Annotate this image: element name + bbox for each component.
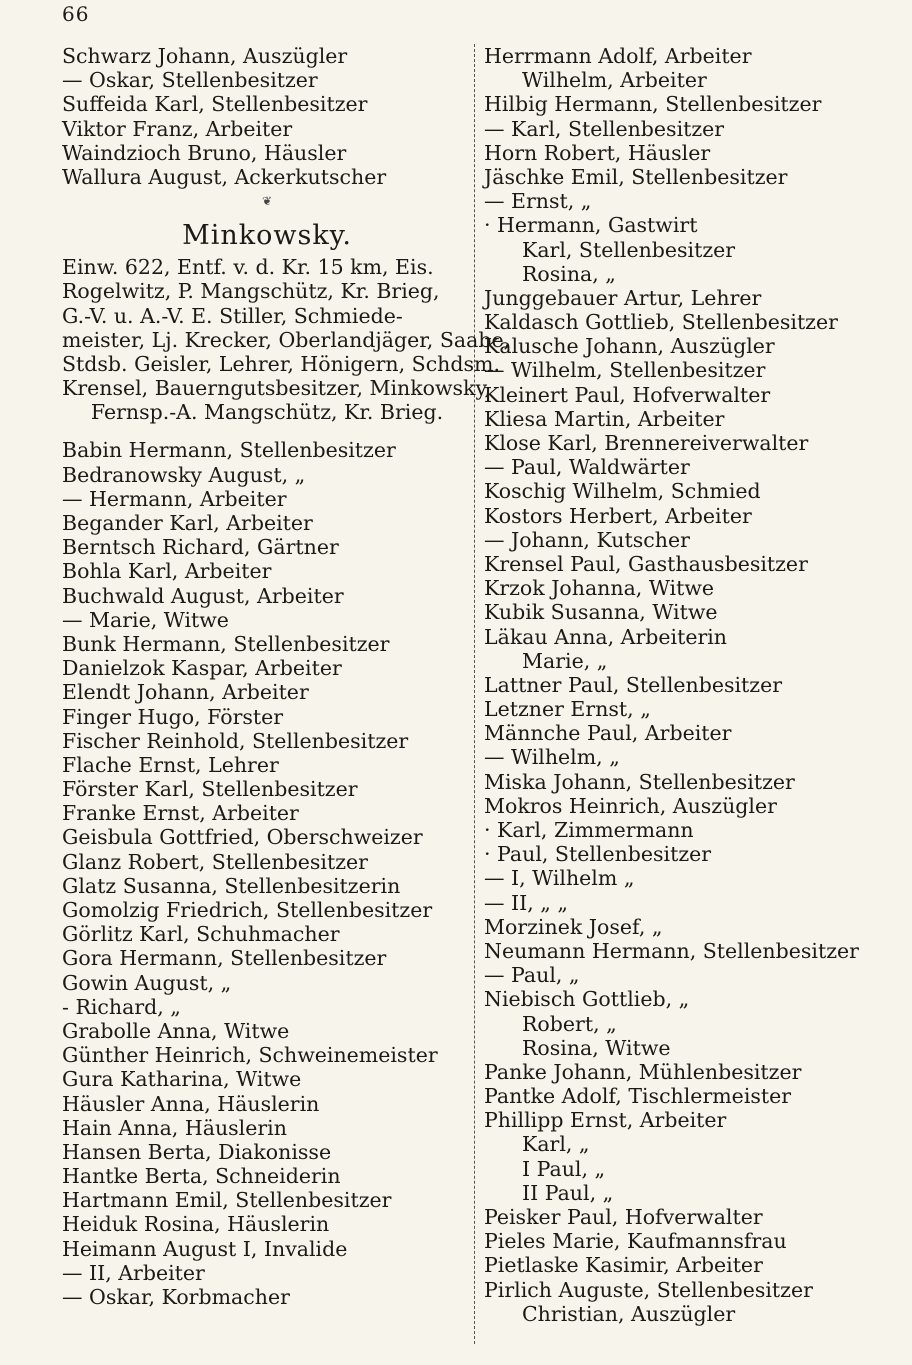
directory-entry: Gowin August, „ <box>62 970 232 995</box>
directory-entry: — Johann, Kutscher <box>484 527 690 552</box>
directory-entry: Schwarz Johann, Auszügler <box>62 44 348 68</box>
directory-entry: Bohla Karl, Arbeiter <box>62 559 272 584</box>
directory-entry: Grabolle Anna, Witwe <box>62 1018 290 1043</box>
directory-entry: Karl, Stellenbesitzer <box>522 237 736 262</box>
directory-entry: — Marie, Witwe <box>62 607 229 632</box>
directory-entry: Flache Ernst, Lehrer <box>62 752 279 777</box>
directory-entry: — Paul, Waldwärter <box>484 455 690 480</box>
directory-entry: — Wilhelm, Stellenbesitzer <box>484 358 766 383</box>
directory-entry: Begander Karl, Arbeiter <box>62 511 313 535</box>
directory-entry: Rosina, „ <box>522 261 616 286</box>
directory-entry: — II, Arbeiter <box>62 1260 205 1285</box>
directory-entry: Günther Heinrich, Schweinemeister <box>62 1043 438 1068</box>
directory-entry: Hartmann Emil, Stellenbesitzer <box>62 1188 392 1213</box>
directory-entry: · Hermann, Gastwirt <box>484 213 698 238</box>
directory-entry: Hilbig Hermann, Stellenbesitzer <box>484 92 822 117</box>
directory-entry: · Paul, Stellenbesitzer <box>484 842 712 867</box>
directory-entry: Klose Karl, Brennereiverwalter <box>484 431 809 455</box>
directory-entry: Koschig Wilhelm, Schmied <box>484 479 761 504</box>
directory-entry: Krensel Paul, Gasthausbesitzer <box>484 551 808 576</box>
directory-entry: Herrmann Adolf, Arbeiter <box>484 44 752 68</box>
directory-entry: Letzner Ernst, „ <box>484 697 651 722</box>
directory-entry: Miska Johann, Stellenbesitzer <box>484 769 795 794</box>
directory-entry: — Paul, „ <box>484 963 580 988</box>
directory-entry: Kaldasch Gottlieb, Stellenbesitzer <box>484 310 838 335</box>
page-number: 66 <box>62 2 90 26</box>
directory-entry: · Karl, Zimmermann <box>484 818 694 842</box>
directory-entry: — Hermann, Arbeiter <box>62 486 287 511</box>
directory-entry: Babin Hermann, Stellenbesitzer <box>62 438 396 463</box>
directory-entry: — II, „ „ <box>484 890 569 915</box>
directory-entry: Geisbula Gottfried, Oberschweizer <box>62 825 423 850</box>
place-info-line: meister, Lj. Krecker, Oberlandjäger, Saabe, <box>62 327 511 352</box>
directory-entry: Krzok Johanna, Witwe <box>484 576 715 601</box>
directory-entry: Kleinert Paul, Hofverwalter <box>484 382 771 407</box>
directory-entry: Görlitz Karl, Schuhmacher <box>62 922 340 947</box>
directory-entry: Waindzioch Bruno, Häusler <box>62 140 347 165</box>
section-separator-ornament: ❦ <box>261 194 273 209</box>
place-info-line: G.-V. u. A.-V. E. Stiller, Schmiede- <box>62 303 403 328</box>
directory-entry: Glatz Susanna, Stellenbesitzerin <box>62 873 401 898</box>
directory-entry: Panke Johann, Mühlenbesitzer <box>484 1059 802 1084</box>
directory-entry: Viktor Franz, Arbeiter <box>62 116 293 141</box>
directory-entry: Gura Katharina, Witwe <box>62 1067 302 1092</box>
directory-entry: Kubik Susanna, Witwe <box>484 600 718 625</box>
directory-entry: Junggebauer Artur, Lehrer <box>484 285 762 310</box>
directory-entry: Kliesa Martin, Arbeiter <box>484 406 725 431</box>
place-info-line: Rogelwitz, P. Mangschütz, Kr. Brieg, <box>62 279 440 304</box>
directory-entry: Fischer Reinhold, Stellenbesitzer <box>62 728 409 753</box>
directory-entry: Pirlich Auguste, Stellenbesitzer <box>484 1277 813 1302</box>
directory-entry: Peisker Paul, Hofverwalter <box>484 1205 763 1229</box>
place-title: Minkowsky. <box>182 220 352 252</box>
directory-entry: Neumann Hermann, Stellenbesitzer <box>484 938 859 963</box>
directory-entry: Wilhelm, Arbeiter <box>522 68 707 93</box>
directory-entry: — Karl, Stellenbesitzer <box>484 116 725 141</box>
directory-entry: Wallura August, Ackerkutscher <box>62 164 387 189</box>
directory-entry: Hansen Berta, Diakonisse <box>62 1139 332 1164</box>
directory-entry: Christian, Auszügler <box>522 1301 736 1326</box>
directory-entry: Morzinek Josef, „ <box>484 914 663 939</box>
directory-entry: Finger Hugo, Förster <box>62 704 284 729</box>
directory-entry: Horn Robert, Häusler <box>484 140 711 165</box>
directory-entry: Förster Karl, Stellenbesitzer <box>62 777 358 802</box>
right-column <box>484 44 894 1326</box>
directory-entry: I Paul, „ <box>522 1156 606 1181</box>
left-entries <box>62 438 472 1309</box>
directory-entry: Jäschke Emil, Stellenbesitzer <box>484 164 788 189</box>
directory-entry: Kalusche Johann, Auszügler <box>484 334 775 359</box>
directory-entry: Häusler Anna, Häuslerin <box>62 1091 320 1116</box>
directory-entry: Karl, „ <box>522 1132 590 1157</box>
directory-entry: Pietlaske Kasimir, Arbeiter <box>484 1253 763 1278</box>
left-column <box>62 44 511 1309</box>
directory-entry: Marie, „ <box>522 648 608 673</box>
directory-entry: Gora Hermann, Stellenbesitzer <box>62 946 387 971</box>
right-entries <box>484 44 894 1326</box>
directory-entry: II Paul, „ <box>522 1180 614 1205</box>
directory-entry: Glanz Robert, Stellenbesitzer <box>62 849 368 874</box>
directory-entry: — Ernst, „ <box>484 189 592 214</box>
directory-entry: Robert, „ <box>522 1011 617 1036</box>
directory-entry: Läkau Anna, Arbeiterin <box>484 624 728 649</box>
directory-entry: Danielzok Kaspar, Arbeiter <box>62 656 342 681</box>
directory-entry: Phillipp Ernst, Arbeiter <box>484 1108 727 1133</box>
directory-entry: Mokros Heinrich, Auszügler <box>484 793 777 818</box>
left-top-entries <box>62 44 472 189</box>
directory-entry: — I, Wilhelm „ <box>484 866 635 891</box>
column-divider <box>474 44 475 1344</box>
directory-entry: Suffeida Karl, Stellenbesitzer <box>62 92 368 117</box>
place-info-line: Fernsp.-A. Mangschütz, Kr. Brieg. <box>90 400 444 425</box>
directory-entry: Lattner Paul, Stellenbesitzer <box>484 672 783 697</box>
directory-entry: — Wilhelm, „ <box>484 745 620 770</box>
directory-entry: Berntsch Richard, Gärtner <box>62 535 339 560</box>
directory-entry: Franke Ernst, Arbeiter <box>62 801 299 826</box>
directory-entry: Heimann August I, Invalide <box>62 1236 348 1261</box>
directory-entry: Pieles Marie, Kaufmannsfrau <box>484 1229 787 1254</box>
directory-entry: Elendt Johann, Arbeiter <box>62 680 309 705</box>
directory-entry: — Oskar, Stellenbesitzer <box>62 68 318 93</box>
directory-entry: — Oskar, Korbmacher <box>62 1285 290 1309</box>
directory-entry: Männche Paul, Arbeiter <box>484 721 732 746</box>
place-info <box>62 255 511 425</box>
directory-entry: Rosina, Witwe <box>522 1035 671 1060</box>
directory-entry: Bedranowsky August, „ <box>62 462 306 487</box>
directory-entry: Hain Anna, Häuslerin <box>62 1115 287 1140</box>
directory-entry: Kostors Herbert, Arbeiter <box>484 503 752 528</box>
directory-entry: Heiduk Rosina, Häuslerin <box>62 1212 330 1237</box>
directory-entry: Hantke Berta, Schneiderin <box>62 1164 341 1189</box>
directory-entry: Pantke Adolf, Tischlermeister <box>484 1084 792 1109</box>
directory-entry: Niebisch Gottlieb, „ <box>484 987 690 1012</box>
directory-entry: Bunk Hermann, Stellenbesitzer <box>62 631 390 656</box>
place-info-line: Krensel, Bauerngutsbesitzer, Minkowsky, <box>62 376 491 401</box>
directory-entry: - Richard, „ <box>62 994 181 1019</box>
directory-entry: Gomolzig Friedrich, Stellenbesitzer <box>62 898 433 922</box>
place-info-line: Stdsb. Geisler, Lehrer, Hönigern, Schdsm. <box>62 351 500 376</box>
place-info-line: Einw. 622, Entf. v. d. Kr. 15 km, Eis. <box>62 255 434 280</box>
directory-entry: Buchwald August, Arbeiter <box>62 583 344 608</box>
